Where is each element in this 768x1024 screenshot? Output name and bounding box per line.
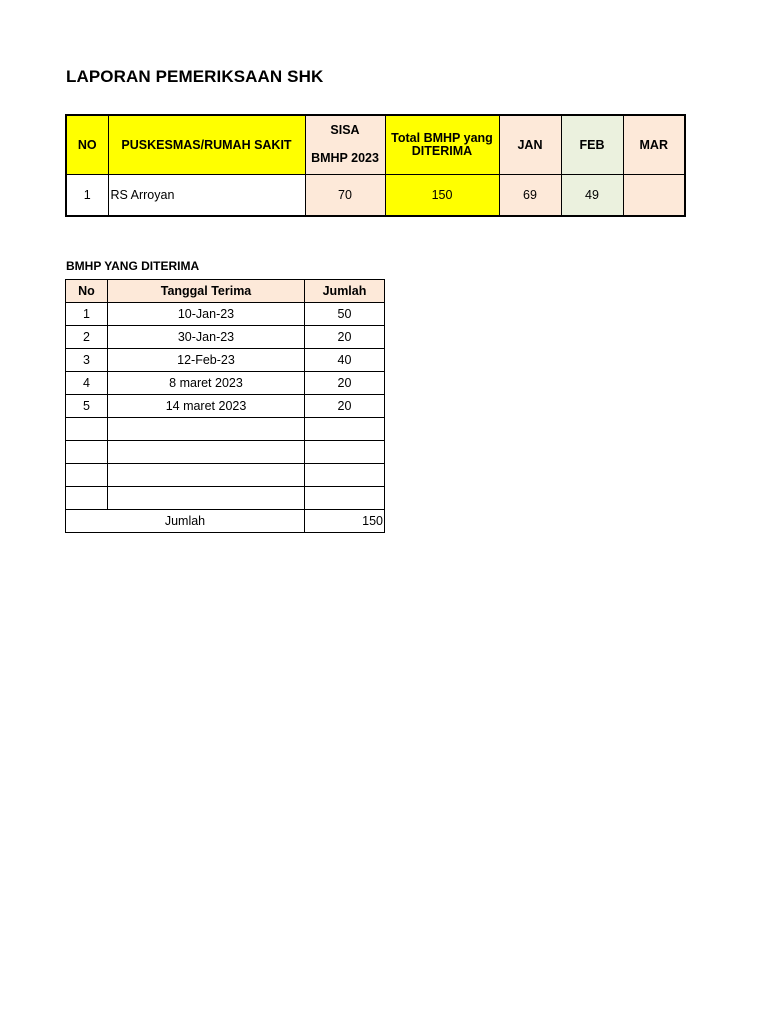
header-puskesmas: PUSKESMAS/RUMAH SAKIT <box>108 115 305 175</box>
table-row <box>66 418 385 441</box>
cell-no: 1 <box>66 175 108 217</box>
bmhp-cell-no <box>66 441 108 464</box>
header-total: Total BMHP yang DITERIMA <box>385 115 499 175</box>
bmhp-cell-jumlah: 20 <box>305 395 385 418</box>
bmhp-cell-tanggal: 8 maret 2023 <box>108 372 305 395</box>
bmhp-cell-jumlah: 20 <box>305 326 385 349</box>
bmhp-section-label: BMHP YANG DITERIMA <box>66 259 200 273</box>
bmhp-cell-no <box>66 418 108 441</box>
bmhp-cell-no: 3 <box>66 349 108 372</box>
bmhp-cell-jumlah <box>305 464 385 487</box>
report-header-row <box>66 115 685 175</box>
bmhp-table <box>65 279 385 533</box>
table-row <box>66 303 385 326</box>
table-row <box>66 326 385 349</box>
bmhp-cell-jumlah <box>305 487 385 510</box>
bmhp-cell-no: 4 <box>66 372 108 395</box>
bmhp-header-no: No <box>66 280 108 303</box>
bmhp-cell-no: 1 <box>66 303 108 326</box>
bmhp-cell-no: 2 <box>66 326 108 349</box>
bmhp-cell-no <box>66 487 108 510</box>
cell-mar <box>623 175 685 217</box>
header-no: NO <box>66 115 108 175</box>
bmhp-cell-no <box>66 464 108 487</box>
header-jan: JAN <box>499 115 561 175</box>
bmhp-cell-tanggal: 10-Jan-23 <box>108 303 305 326</box>
bmhp-cell-jumlah: 20 <box>305 372 385 395</box>
bmhp-cell-tanggal: 12-Feb-23 <box>108 349 305 372</box>
bmhp-cell-jumlah: 40 <box>305 349 385 372</box>
cell-jan: 69 <box>499 175 561 217</box>
bmhp-cell-tanggal: 30-Jan-23 <box>108 326 305 349</box>
header-sisa-line1: SISA <box>330 123 360 137</box>
bmhp-total-label: Jumlah <box>66 510 305 533</box>
header-mar: MAR <box>623 115 685 175</box>
bmhp-cell-tanggal: 14 maret 2023 <box>108 395 305 418</box>
header-sisa-line2: BMHP 2023 <box>311 151 379 165</box>
bmhp-cell-no: 5 <box>66 395 108 418</box>
bmhp-cell-tanggal <box>108 441 305 464</box>
table-row <box>66 441 385 464</box>
table-row <box>66 349 385 372</box>
bmhp-cell-tanggal <box>108 487 305 510</box>
cell-total: 150 <box>385 175 499 217</box>
report-table <box>65 114 686 217</box>
cell-puskesmas: RS Arroyan <box>108 175 305 217</box>
bmhp-header-tanggal: Tanggal Terima <box>108 280 305 303</box>
page-title: LAPORAN PEMERIKSAAN SHK <box>66 67 324 86</box>
table-row <box>66 175 685 217</box>
bmhp-total-row <box>66 510 385 533</box>
bmhp-cell-tanggal <box>108 418 305 441</box>
bmhp-total-value: 150 <box>305 510 385 533</box>
bmhp-cell-jumlah <box>305 418 385 441</box>
table-row <box>66 372 385 395</box>
bmhp-cell-tanggal <box>108 464 305 487</box>
bmhp-header-row <box>66 280 385 303</box>
cell-feb: 49 <box>561 175 623 217</box>
table-row <box>66 395 385 418</box>
table-row <box>66 464 385 487</box>
table-row <box>66 487 385 510</box>
header-sisa <box>305 115 385 175</box>
cell-sisa: 70 <box>305 175 385 217</box>
bmhp-cell-jumlah <box>305 441 385 464</box>
bmhp-header-jumlah: Jumlah <box>305 280 385 303</box>
bmhp-cell-jumlah: 50 <box>305 303 385 326</box>
header-feb: FEB <box>561 115 623 175</box>
